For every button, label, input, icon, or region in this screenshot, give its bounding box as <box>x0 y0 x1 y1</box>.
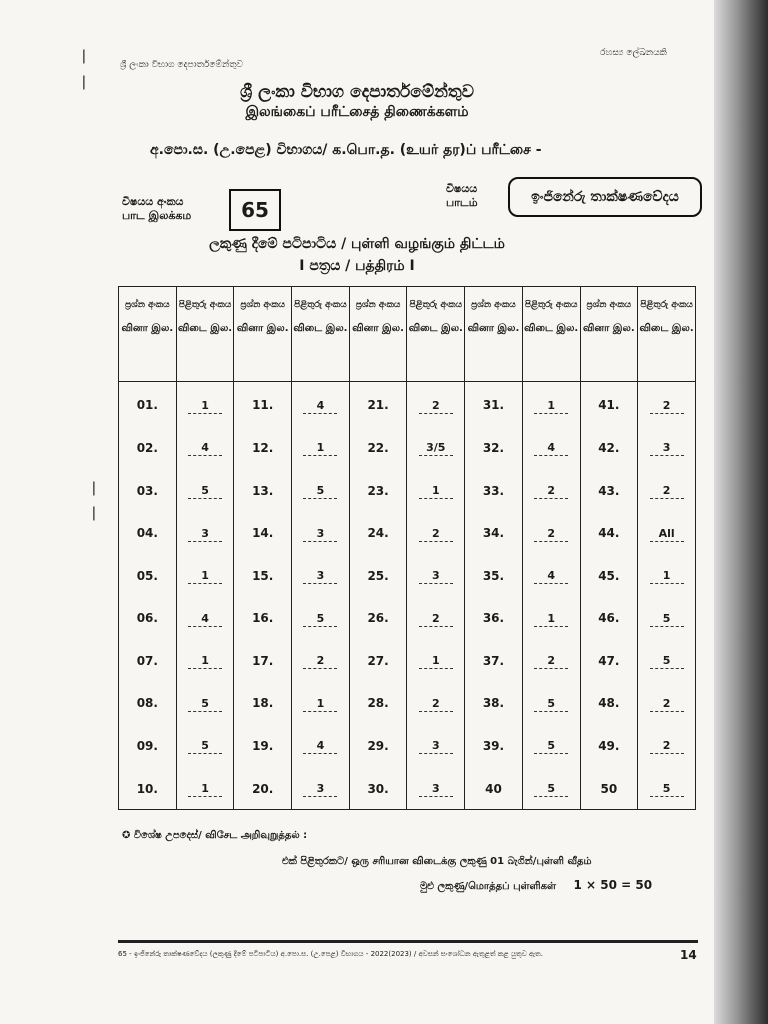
answer-number-cell: 3 <box>292 766 350 810</box>
table-row <box>119 766 696 810</box>
question-number-header: ප්‍රශ්න අංකය வினா இல. <box>580 287 638 382</box>
answer-number-cell: 2 <box>638 382 696 426</box>
answer-number-cell: 3 <box>638 425 696 468</box>
question-number-cell: 10. <box>119 766 177 810</box>
answer-number-cell: 1 <box>522 595 580 638</box>
question-number-cell: 12. <box>234 425 292 468</box>
answer-number-header: පිළිතුරු අංකය விடை இல. <box>176 287 234 382</box>
question-number-cell: 49. <box>580 723 638 766</box>
answer-number-header: පිළිතුරු අංකය விடை இல. <box>407 287 465 382</box>
exam-title: අ.පො.ස. (උ.පෙළ) විභාගය/ க.பொ.த. (உயர் தர)ப் பரீட்சை - <box>150 142 542 158</box>
table-row <box>119 468 696 511</box>
table-row <box>119 510 696 553</box>
answer-number-cell: 2 <box>407 510 465 553</box>
answer-number-cell: 4 <box>292 382 350 426</box>
subject-code-box: 65 <box>229 189 281 231</box>
answer-number-cell: 3 <box>407 723 465 766</box>
question-number-cell: 40 <box>465 766 523 810</box>
question-number-cell: 19. <box>234 723 292 766</box>
question-number-header: ප්‍රශ්න අංකය வினா இல. <box>349 287 407 382</box>
footer-text: 65 - ඉංජිනේරු තාක්ෂණවේදය (ලකුණු දීමේ පටිපාටිය) අ.පො.ස. (උ.පෙළ) විභාගය - 2022(2023) / අවසන් සංශෝධන ඇතුළත් කළ යුතුව ඇත. <box>118 950 543 958</box>
question-number-cell: 01. <box>119 382 177 426</box>
question-number-cell: 15. <box>234 553 292 596</box>
answer-number-cell: 5 <box>292 468 350 511</box>
question-number-cell: 09. <box>119 723 177 766</box>
table-row <box>119 553 696 596</box>
page-number: 14 <box>680 948 697 962</box>
top-left-header: ශ්‍රී ලංකා විභාග දෙපාර්තමේන්තුව <box>120 60 244 70</box>
answer-number-cell: 4 <box>176 595 234 638</box>
marks-per-answer: එක් පිළිතුරකට/ ஒரு சரியான விடைக்கு ලකුණු 01 බැගින්/புள்ளி வீதம் <box>282 856 592 867</box>
answer-number-header: පිළිතුරු අංකය விடை இல. <box>638 287 696 382</box>
question-number-header: ප්‍රශ්න අංකය வினா இல. <box>234 287 292 382</box>
department-title-sinhala: ශ්‍රී ලංකා විභාග දෙපාර්තමේන්තුව <box>240 82 474 102</box>
question-number-cell: 26. <box>349 595 407 638</box>
answer-number-cell: 2 <box>292 638 350 681</box>
subject-name-box: ඉංජිනේරු තාක්ෂණවේදය <box>508 177 702 217</box>
answer-number-cell: 3 <box>407 766 465 810</box>
question-number-cell: 18. <box>234 681 292 724</box>
question-number-cell: 08. <box>119 681 177 724</box>
question-number-cell: 02. <box>119 425 177 468</box>
question-number-cell: 16. <box>234 595 292 638</box>
answer-number-cell: 3/5 <box>407 425 465 468</box>
answer-number-cell: 2 <box>638 468 696 511</box>
punch-mark: ❘ <box>88 505 100 521</box>
answer-number-header: පිළිතුරු අංකය விடை இல. <box>522 287 580 382</box>
question-number-header: ප්‍රශ්න අංකය வினா இல. <box>119 287 177 382</box>
answer-number-cell: 5 <box>292 595 350 638</box>
answer-number-cell: 2 <box>407 681 465 724</box>
answer-number-cell: 1 <box>292 681 350 724</box>
question-number-cell: 13. <box>234 468 292 511</box>
question-number-cell: 06. <box>119 595 177 638</box>
answer-number-cell: 2 <box>522 638 580 681</box>
question-number-cell: 48. <box>580 681 638 724</box>
table-row <box>119 382 696 426</box>
answer-number-cell: 5 <box>522 681 580 724</box>
answer-number-cell: 2 <box>407 595 465 638</box>
question-number-cell: 41. <box>580 382 638 426</box>
question-number-cell: 50 <box>580 766 638 810</box>
answer-number-cell: 1 <box>176 553 234 596</box>
answer-number-cell: 5 <box>176 468 234 511</box>
question-number-cell: 39. <box>465 723 523 766</box>
question-number-cell: 29. <box>349 723 407 766</box>
question-number-cell: 07. <box>119 638 177 681</box>
answer-number-cell: All <box>638 510 696 553</box>
answer-number-cell: 2 <box>522 510 580 553</box>
answer-number-cell: 1 <box>407 638 465 681</box>
department-title-tamil: இலங்கைப் பரீட்சைத் திணைக்களம் <box>245 104 469 120</box>
question-number-cell: 30. <box>349 766 407 810</box>
table-row <box>119 723 696 766</box>
answer-number-cell: 1 <box>176 382 234 426</box>
answer-number-cell: 4 <box>292 723 350 766</box>
answer-number-cell: 1 <box>522 382 580 426</box>
question-number-cell: 27. <box>349 638 407 681</box>
answer-number-cell: 4 <box>522 553 580 596</box>
punch-mark: ❘ <box>88 480 100 496</box>
answer-number-cell: 3 <box>292 510 350 553</box>
answer-number-cell: 5 <box>176 723 234 766</box>
answer-number-cell: 5 <box>176 681 234 724</box>
question-number-cell: 43. <box>580 468 638 511</box>
question-number-cell: 31. <box>465 382 523 426</box>
question-number-cell: 04. <box>119 510 177 553</box>
subject-code-label: විෂයය අංකය பாட இலக்கம <box>122 195 192 222</box>
answer-number-cell: 1 <box>176 638 234 681</box>
question-number-cell: 34. <box>465 510 523 553</box>
answer-number-cell: 2 <box>522 468 580 511</box>
answer-number-cell: 2 <box>407 382 465 426</box>
question-number-cell: 20. <box>234 766 292 810</box>
answer-number-cell: 1 <box>176 766 234 810</box>
question-number-cell: 36. <box>465 595 523 638</box>
special-instructions: ✪ විශේෂ උපදෙස්/ விசேட அறிவுறுத்தல் : <box>122 830 308 841</box>
question-number-cell: 37. <box>465 638 523 681</box>
answer-number-cell: 3 <box>407 553 465 596</box>
question-number-cell: 46. <box>580 595 638 638</box>
answer-number-cell: 1 <box>638 553 696 596</box>
marking-scheme-title: ලකුණු දීමේ පටිපාටිය / புள்ளி வழங்கும் திட்டம் <box>209 236 505 252</box>
answer-number-cell: 5 <box>522 723 580 766</box>
punch-mark: ❘ <box>78 74 90 90</box>
question-number-cell: 35. <box>465 553 523 596</box>
table-header-row <box>119 287 696 382</box>
question-number-cell: 22. <box>349 425 407 468</box>
top-right-label: රහස්‍ය ලේඛනයකි <box>600 48 667 58</box>
question-number-cell: 05. <box>119 553 177 596</box>
table-row <box>119 595 696 638</box>
question-number-header: ප්‍රශ්න අංකය வினா இல. <box>465 287 523 382</box>
question-number-cell: 32. <box>465 425 523 468</box>
question-number-cell: 38. <box>465 681 523 724</box>
answer-number-cell: 1 <box>292 425 350 468</box>
total-marks: මුළු ලකුණු/மொத்தப் புள்ளிகள் 1 × 50 = 50 <box>420 878 653 892</box>
question-number-cell: 45. <box>580 553 638 596</box>
question-number-cell: 44. <box>580 510 638 553</box>
question-number-cell: 33. <box>465 468 523 511</box>
answer-number-cell: 1 <box>407 468 465 511</box>
answer-number-header: පිළිතුරු අංකය விடை இல. <box>292 287 350 382</box>
table-row <box>119 425 696 468</box>
footer-rule <box>118 940 698 943</box>
question-number-cell: 42. <box>580 425 638 468</box>
question-number-cell: 14. <box>234 510 292 553</box>
question-number-cell: 47. <box>580 638 638 681</box>
question-number-cell: 03. <box>119 468 177 511</box>
answer-number-cell: 3 <box>176 510 234 553</box>
page-edge-shadow <box>714 0 768 1024</box>
question-number-cell: 24. <box>349 510 407 553</box>
answer-number-cell: 5 <box>638 638 696 681</box>
answer-number-cell: 5 <box>522 766 580 810</box>
answer-number-cell: 5 <box>638 766 696 810</box>
subject-name-label: විෂයය பாடம் <box>446 182 478 209</box>
answer-number-cell: 4 <box>176 425 234 468</box>
paper-label: I පත්‍රය / பத்திரம் I <box>299 258 415 274</box>
answer-number-cell: 4 <box>522 425 580 468</box>
question-number-cell: 25. <box>349 553 407 596</box>
question-number-cell: 23. <box>349 468 407 511</box>
answer-number-cell: 2 <box>638 681 696 724</box>
table-row <box>119 681 696 724</box>
answer-table <box>118 286 696 810</box>
table-row <box>119 638 696 681</box>
answer-number-cell: 3 <box>292 553 350 596</box>
answer-number-cell: 2 <box>638 723 696 766</box>
question-number-cell: 28. <box>349 681 407 724</box>
question-number-cell: 17. <box>234 638 292 681</box>
question-number-cell: 21. <box>349 382 407 426</box>
punch-mark: ❘ <box>78 48 90 64</box>
question-number-cell: 11. <box>234 382 292 426</box>
answer-number-cell: 5 <box>638 595 696 638</box>
